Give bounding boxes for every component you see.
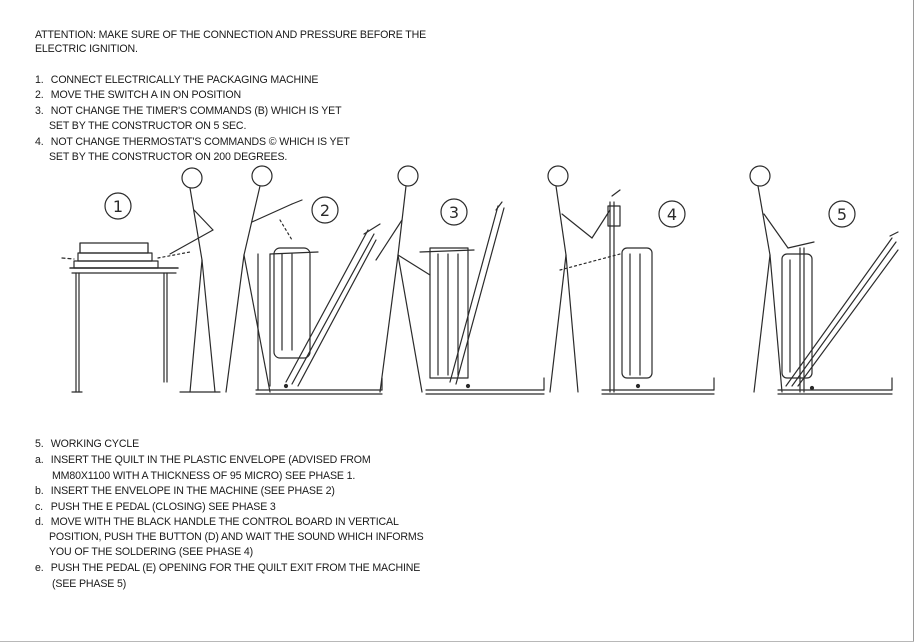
cycle-item-d-continued-1: POSITION, PUSH THE BUTTON (D) AND WAIT THE SOUND WHICH INFORMS [49, 531, 424, 543]
step-4-continued: SET BY THE CONSTRUCTOR ON 200 DEGREES. [49, 151, 288, 163]
cycle-item-a-continued: MM80X1100 WITH A THICKNESS OF 95 MICRO) SEE PHASE 1. [52, 470, 356, 482]
phase-1-label: 1 [112, 197, 124, 216]
step-number: 4. [35, 136, 44, 148]
phase-4-label: 4 [666, 205, 678, 224]
phase-1-badge [105, 193, 131, 219]
step-text: NOT CHANGE THE TIMER'S COMMANDS (B) WHICH IS YET [50, 105, 342, 117]
phase-1-drawing [62, 168, 220, 392]
item-text: INSERT THE ENVELOPE IN THE MACHINE (SEE PHASE 2) [50, 485, 335, 497]
step-number: 2. [35, 89, 44, 101]
item-text: PUSH THE PEDAL (E) OPENING FOR THE QUILT EXIT FROM THE MACHINE [50, 562, 421, 574]
scan-edge-right [909, 0, 914, 642]
phase-2-label: 2 [319, 201, 331, 220]
phase-4-badge [659, 201, 685, 227]
cycle-item-e-continued: (SEE PHASE 5) [52, 578, 127, 590]
attention-line-1: ATTENTION: MAKE SURE OF THE CONNECTION AND PRESSURE BEFORE THE [35, 29, 427, 41]
item-letter: b. [35, 485, 44, 497]
phase-3-label: 3 [448, 203, 460, 222]
phase-2-badge [312, 197, 338, 223]
step-number: 3. [35, 105, 44, 117]
step-text: CONNECT ELECTRICALLY THE PACKAGING MACHINE [50, 74, 319, 86]
item-letter: d. [35, 516, 44, 528]
item-letter: e. [35, 562, 44, 574]
phase-2-drawing [226, 166, 382, 394]
cycle-header-text: WORKING CYCLE [50, 438, 140, 450]
item-text: MOVE WITH THE BLACK HANDLE THE CONTROL BOARD IN VERTICAL [50, 516, 399, 528]
phase-5-drawing [750, 166, 898, 394]
item-text: INSERT THE QUILT IN THE PLASTIC ENVELOPE (ADVISED FROM [50, 454, 371, 466]
phase-5-label: 5 [836, 205, 848, 224]
step-3-continued: SET BY THE CONSTRUCTOR ON 5 SEC. [49, 120, 247, 132]
cycle-item-d-continued-2: YOU OF THE SOLDERING (SEE PHASE 4) [49, 546, 254, 558]
phase-illustration [30, 160, 900, 405]
item-letter: c. [35, 501, 43, 513]
phase-5-badge [829, 201, 855, 227]
item-text: PUSH THE E PEDAL (CLOSING) SEE PHASE 3 [50, 501, 276, 513]
step-number: 5. [35, 438, 44, 450]
item-letter: a. [35, 454, 44, 466]
step-text: NOT CHANGE THERMOSTAT'S COMMANDS © WHICH IS YET [50, 136, 350, 148]
step-text: MOVE THE SWITCH A IN ON POSITION [50, 89, 241, 101]
step-number: 1. [35, 74, 44, 86]
phase-4-drawing [548, 166, 714, 394]
phase-3-badge [441, 199, 467, 225]
attention-line-2: ELECTRIC IGNITION. [35, 43, 138, 55]
